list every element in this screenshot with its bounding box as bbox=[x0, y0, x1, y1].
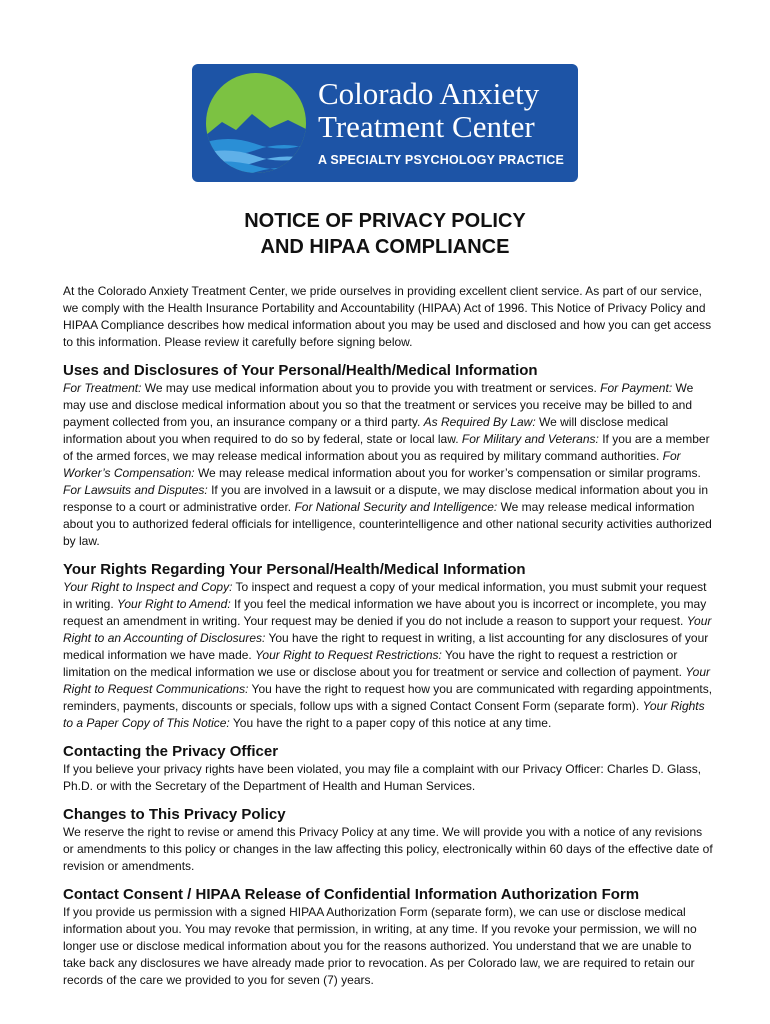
rights-text-amend: If you feel the medical information we have about you is incorrect or incomplete, you may request an amendment in writing. Your request may be denied if you do not include a reason to support your request. bbox=[63, 597, 707, 628]
rights-label-restrictions: Your Right to Request Restrictions: bbox=[255, 648, 442, 662]
rights-label-amend: Your Right to Amend: bbox=[117, 597, 231, 611]
rights-label-communications: Your Right to Request Communications: bbox=[63, 665, 710, 696]
rights-text-communications: You have the right to request how you are communicated with regarding appointments, reminders, payments, discounts or specials, follow ups with a signed Contact Consent Form (separate form). bbox=[63, 682, 713, 713]
uses-label-treatment: For Treatment: bbox=[63, 381, 142, 395]
uses-text-treatment: We may use medical information about you to provide you with treatment or services. bbox=[141, 381, 601, 395]
uses-label-lawsuits: For Lawsuits and Disputes: bbox=[63, 483, 208, 497]
mountain-sun-icon bbox=[200, 70, 312, 176]
page-title-line-1: NOTICE OF PRIVACY POLICY bbox=[244, 210, 526, 232]
uses-label-workers-comp: For Worker’s Compensation: bbox=[63, 449, 681, 480]
consent-paragraph: If you provide us permission with a signed HIPAA Authorization Form (separate form), we can use or disclose medical information about you. You may revoke that permission, in writing, at any time. If you revoke your permission, we will no longer use or disclose medical information about you for the reasons authorized. You understand that we are unable to take back any disclosures we have already made prior to revocation. As per Colorado law, we are required to retain our records of the care we provided to you for seven (7) years. bbox=[63, 905, 697, 987]
uses-text-lawsuits: If you are involved in a lawsuit or a dispute, we may disclose medical information about you in response to a court or administrative order. bbox=[63, 483, 708, 514]
changes-paragraph: We reserve the right to revise or amend this Privacy Policy at any time. We will provide you with a notice of any revisions or amendments to this policy or changes in the law affecting this policy, electronically within 60 days of the effective date of revision or amendments. bbox=[63, 825, 713, 873]
rights-text-paper-copy: You have the right to a paper copy of this notice at any time. bbox=[229, 716, 552, 730]
rights-paragraph bbox=[63, 579, 713, 732]
contact-paragraph: If you believe your privacy rights have been violated, you may file a complaint with our Privacy Officer: Charles D. Glass, Ph.D. or with the Secretary of the Department of Health and Human Services. bbox=[63, 762, 702, 793]
uses-label-national-security: For National Security and Intelligence: bbox=[294, 500, 498, 514]
page-title-line-2: AND HIPAA COMPLIANCE bbox=[260, 236, 510, 258]
consent-heading: Contact Consent / HIPAA Release of Confidential Information Authorization Form bbox=[63, 886, 640, 903]
rights-text-restrictions: You have the right to request a restriction or limitation on the medical information we use or disclose about you for treatment or service and collection of payment. bbox=[63, 648, 686, 679]
rights-label-paper-copy: Your Rights to a Paper Copy of This Notice: bbox=[63, 699, 705, 730]
uses-label-military: For Military and Veterans: bbox=[461, 432, 599, 446]
uses-text-workers-comp: We may release medical information about you for worker’s compensation or similar programs. bbox=[194, 466, 701, 480]
uses-text-national-security: We may release medical information about you to authorized federal officials for intelligence, counterintelligence and other national security activities authorized by law. bbox=[63, 500, 712, 548]
uses-paragraph bbox=[63, 380, 713, 550]
uses-text-military: If you are a member of the armed forces, we may release medical information about you as required by military command authorities. bbox=[63, 432, 710, 463]
notice-body bbox=[63, 283, 713, 989]
logo-line-2: Treatment Center bbox=[318, 109, 535, 144]
contact-heading: Contacting the Privacy Officer bbox=[63, 743, 279, 760]
logo-line-1: Colorado Anxiety bbox=[318, 76, 540, 111]
rights-text-accounting: You have the right to request in writing, a list accounting for any disclosures of your medical information we have made. bbox=[63, 631, 709, 662]
center-logo bbox=[192, 64, 578, 182]
uses-text-law: We will disclose medical information about you when required to do so by federal, state or local law. bbox=[63, 415, 669, 446]
logo-tagline: A SPECIALTY PSYCHOLOGY PRACTICE bbox=[318, 153, 565, 167]
rights-label-inspect: Your Right to Inspect and Copy: bbox=[63, 580, 233, 594]
uses-label-payment: For Payment: bbox=[600, 381, 673, 395]
uses-heading: Uses and Disclosures of Your Personal/Health/Medical Information bbox=[63, 362, 538, 379]
uses-label-law: As Required By Law: bbox=[423, 415, 536, 429]
rights-heading: Your Rights Regarding Your Personal/Health/Medical Information bbox=[63, 561, 526, 578]
rights-label-accounting: Your Right to an Accounting of Disclosures: bbox=[63, 614, 712, 645]
intro-paragraph: At the Colorado Anxiety Treatment Center, we pride ourselves in providing excellent client service. As part of our service, we comply with the Health Insurance Portability and Accountability (HIPAA) Act of 1996. This Notice of Privacy Policy and HIPAA Compliance describes how medical information about you may be used and disclosed and how you can get access to this information. Please review it carefully before signing below. bbox=[63, 284, 712, 349]
changes-heading: Changes to This Privacy Policy bbox=[63, 806, 286, 823]
rights-text-inspect: To inspect and request a copy of your medical information, you must submit your request in writing. bbox=[63, 580, 707, 611]
uses-text-payment: We may use and disclose medical information about you so that the treatment or services you receive may be billed to and payment collected from you, an insurance company or a third party. bbox=[63, 381, 694, 429]
